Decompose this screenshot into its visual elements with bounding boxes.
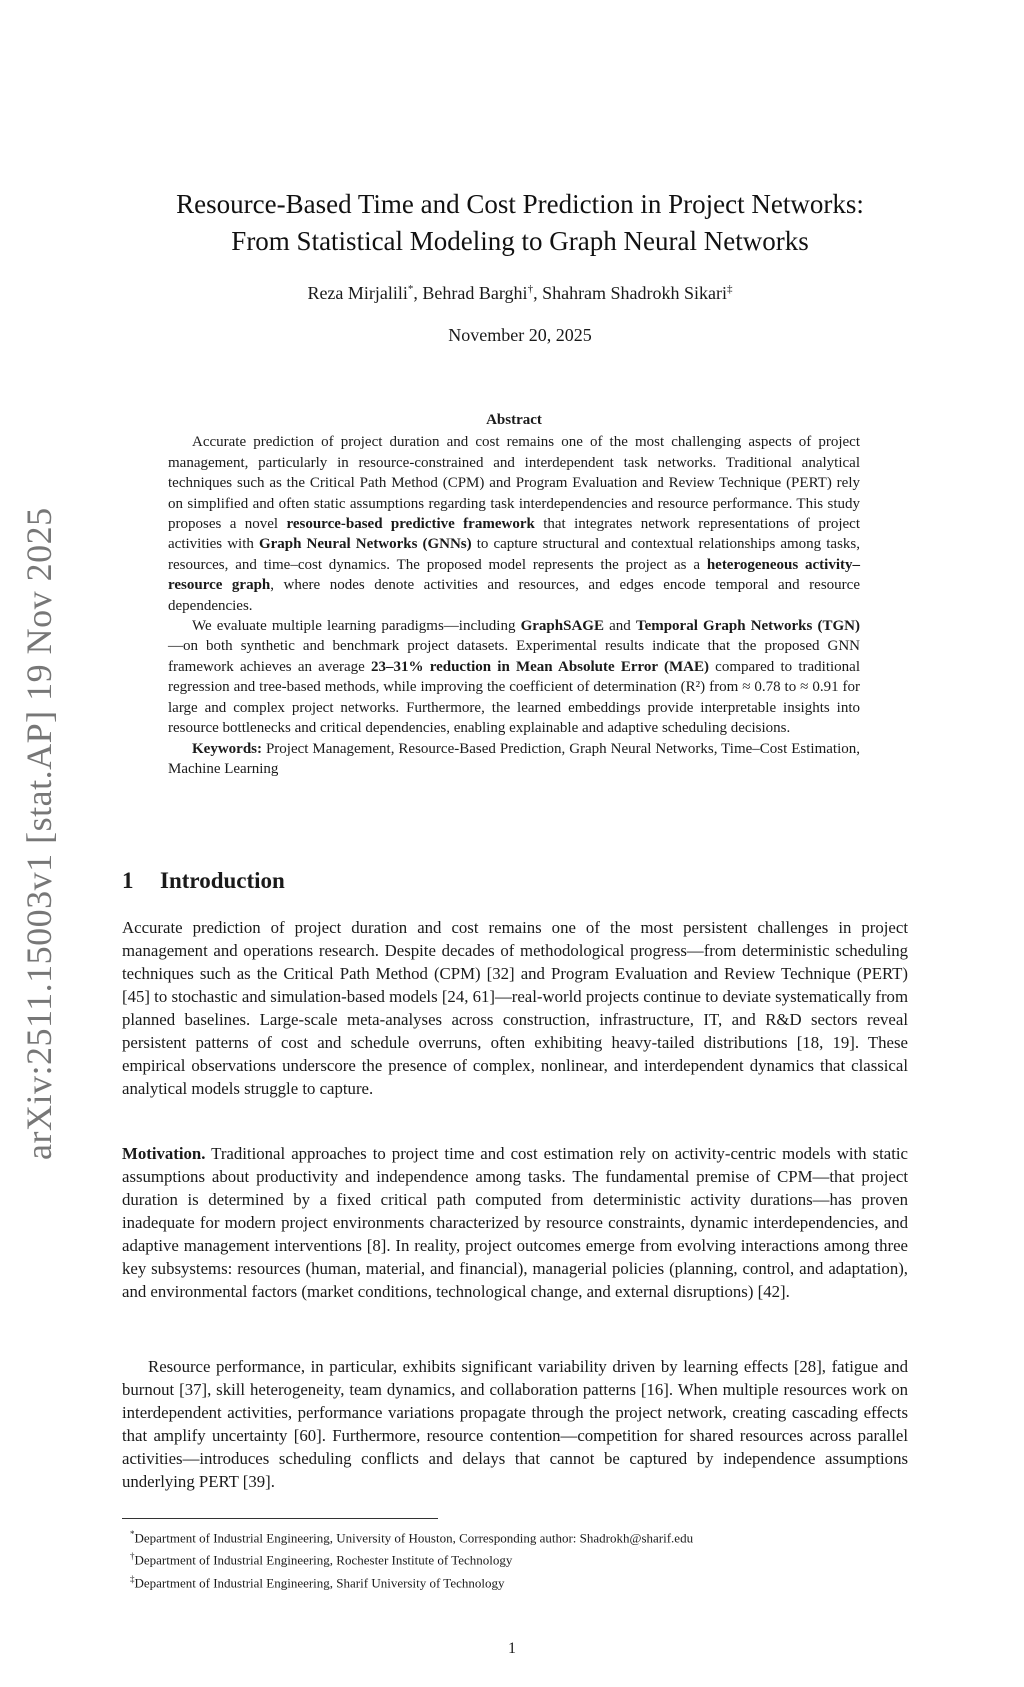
paper-title — [120, 186, 920, 260]
footnote-3: ‡Department of Industrial Engineering, Sharif University of Technology — [130, 1573, 505, 1590]
section-heading — [122, 868, 285, 894]
keywords — [168, 739, 860, 780]
keywords-label: Keywords: — [192, 740, 262, 757]
author-2-mark: † — [527, 283, 534, 295]
footnotes — [122, 1525, 922, 1592]
footnote-2: †Department of Industrial Engineering, Rochester Institute of Technology — [130, 1551, 513, 1568]
abstract-paragraph-2: We evaluate multiple learning paradigms—including GraphSAGE and Temporal Graph Networks (TGN)—on both synthetic and benchmark project datasets. Experimental results indicate that the proposed GNN framework achieves an average 23–31% reduction in Mean Absolute Error (MAE) compared to traditional regression and tree-based methods, while improving the coefficient of determination (R²) from ≈ 0.78 to ≈ 0.91 for large and complex project networks. Furthermore, the learned embeddings provide interpretable insights into resource bottlenecks and critical dependencies, enabling explainable and adaptive scheduling decisions. — [168, 618, 861, 737]
author-2: Behrad Barghi — [422, 283, 528, 303]
abstract-paragraph-1: Accurate prediction of project duration and cost remains one of the most challenging aspects of project management, particularly in resource-constrained and interdependent task networks. Traditional analytical techniques such as the Critical Path Method (CPM) and Program Evaluation and Review Technique (PERT) rely on simplified and often static assumptions regarding task interdependencies and resource performance. This study proposes a novel resource-based predictive framework that integrates network representations of project activities with Graph Neural Networks (GNNs) to capture structural and contextual relationships among tasks, resources, and time–cost dynamics. The proposed model represents the project as a heterogeneous activity–resource graph, where nodes denote activities and resources, and edges encode temporal and resource dependencies. — [168, 434, 860, 614]
author-1-mark: * — [407, 283, 414, 295]
title-line-2: From Statistical Modeling to Graph Neural Networks — [231, 226, 809, 256]
title-line-1: Resource-Based Time and Cost Prediction in Project Networks: — [176, 189, 864, 219]
motivation-label: Motivation. — [122, 1144, 206, 1163]
motivation-text: Traditional approaches to project time and cost estimation rely on activity-centric models with static assumptions about productivity and independence among tasks. The fundamental premise of CPM—that project duration is determined by a fixed critical path computed from deterministic activity durations—has proven inadequate for modern project environments characterized by resource constraints, dynamic interdependencies, and adaptive management interventions [8]. In reality, project outcomes emerge from evolving interactions among three key subsystems: resources (human, material, and financial), managerial policies (planning, control, and adaptation), and environmental factors (market conditions, technological change, and external disruptions) [42]. — [122, 1144, 908, 1301]
page-number: 1 — [508, 1640, 516, 1657]
motivation-paragraph — [122, 1142, 908, 1303]
arxiv-identifier: arXiv:2511.15003v1 [stat.AP] 19 Nov 2025 — [19, 507, 59, 1160]
publication-date: November 20, 2025 — [448, 325, 592, 345]
section-number: 1 — [122, 868, 134, 893]
footnote-rule — [122, 1518, 438, 1519]
author-1: Reza Mirjalili — [307, 283, 408, 303]
abstract-heading: Abstract — [486, 412, 542, 428]
author-3-mark: ‡ — [727, 283, 733, 295]
author-3: Shahram Shadrokh Sikari — [542, 283, 728, 303]
keywords-text: Project Management, Resource-Based Prediction, Graph Neural Networks, Time–Cost Estimation, Machine Learning — [168, 740, 860, 777]
footnote-1: *Department of Industrial Engineering, University of Houston, Corresponding author: Shadrokh@sharif.edu — [130, 1529, 694, 1546]
abstract — [168, 410, 860, 779]
intro-paragraph-1: Accurate prediction of project duration and cost remains one of the most persistent challenges in project management and operations research. Despite decades of methodological progress—from deterministic scheduling techniques such as the Critical Path Method (CPM) [32] and Program Evaluation and Review Technique (PERT) [45] to stochastic and simulation-based models [24, 61]—real-world projects continue to deviate systematically from planned baselines. Large-scale meta-analyses across construction, infrastructure, IT, and R&D sectors reveal persistent patterns of cost and schedule overruns, often exhibiting heavy-tailed distributions [18, 19]. These empirical observations underscore the presence of complex, nonlinear, and interdependent dynamics that classical analytical models struggle to capture. — [122, 918, 908, 1098]
author-list: Reza Mirjalili*, Behrad Barghi†, Shahram Shadrokh Sikari‡ — [307, 283, 733, 303]
section-title: Introduction — [160, 868, 285, 893]
intro-paragraph-3: Resource performance, in particular, exhibits significant variability driven by learning effects [28], fatigue and burnout [37], skill heterogeneity, team dynamics, and collaboration patterns [16]. When multiple resources work on interdependent activities, performance variations propagate through the project network, creating cascading effects that amplify uncertainty [60]. Furthermore, resource contention—competition for shared resources across parallel activities—introduces scheduling conflicts and delays that cannot be captured by independence assumptions underlying PERT [39]. — [122, 1357, 908, 1491]
